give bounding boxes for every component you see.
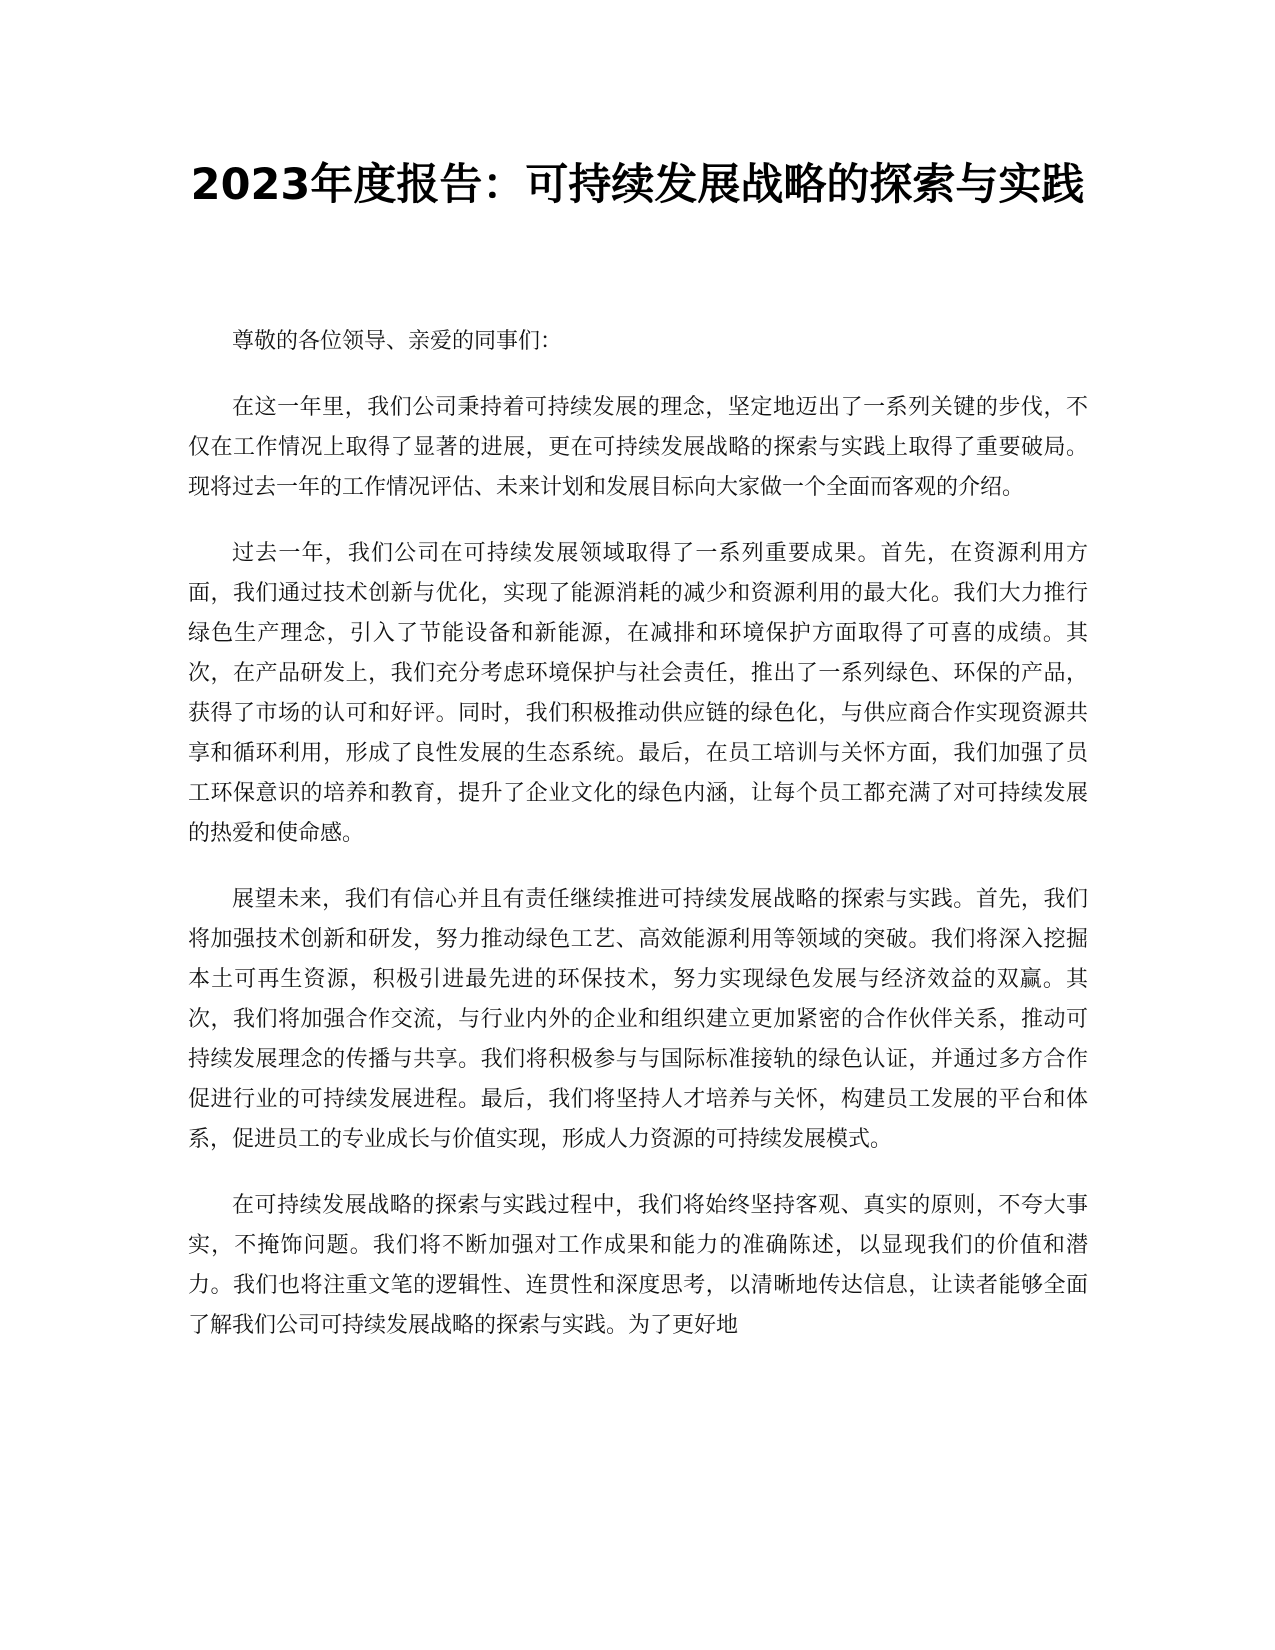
document-title: 2023年度报告：可持续发展战略的探索与实践	[190, 160, 1085, 210]
paragraph-outlook: 展望未来，我们有信心并且有责任继续推进可持续发展战略的探索与实践。首先，我们将加强技术创新和研发，努力推动绿色工艺、高效能源利用等领域的突破。我们将深入挖掘本土可再生资源，积极引进最先进的环保技术，努力实现绿色发展与经济效益的双赢。其次，我们将加强合作交流，与行业内外的企业和组织建立更加紧密的合作伙伴关系，推动可持续发展理念的传播与共享。我们将积极参与与国际标准接轨的绿色认证，并通过多方合作促进行业的可持续发展进程。最后，我们将坚持人才培养与关怀，构建员工发展的平台和体系，促进员工的专业成长与价值实现，形成人力资源的可持续发展模式。	[188, 887, 1088, 1152]
paragraph-intro: 在这一年里，我们公司秉持着可持续发展的理念，坚定地迈出了一系列关键的步伐，不仅在工作情况上取得了显著的进展，更在可持续发展战略的探索与实践上取得了重要破局。现将过去一年的工作情况评估、未来计划和发展目标向大家做一个全面而客观的介绍。	[188, 395, 1088, 500]
paragraph-achievements: 过去一年，我们公司在可持续发展领域取得了一系列重要成果。首先，在资源利用方面，我们通过技术创新与优化，实现了能源消耗的减少和资源利用的最大化。我们大力推行绿色生产理念，引入了节能设备和新能源，在减排和环境保护方面取得了可喜的成绩。其次，在产品研发上，我们充分考虑环境保护与社会责任，推出了一系列绿色、环保的产品，获得了市场的认可和好评。同时，我们积极推动供应链的绿色化，与供应商合作实现资源共享和循环利用，形成了良性发展的生态系统。最后，在员工培训与关怀方面，我们加强了员工环保意识的培养和教育，提升了企业文化的绿色内涵，让每个员工都充满了对可持续发展的热爱和使命感。	[188, 541, 1088, 846]
greeting-line: 尊敬的各位领导、亲爱的同事们：	[232, 329, 563, 354]
document-body	[188, 322, 1088, 1372]
paragraph-principles: 在可持续发展战略的探索与实践过程中，我们将始终坚持客观、真实的原则，不夸大事实，不掩饰问题。我们将不断加强对工作成果和能力的准确陈述，以显现我们的价值和潜力。我们也将注重文笔的逻辑性、连贯性和深度思考，以清晰地传达信息，让读者能够全面了解我们公司可持续发展战略的探索与实践。为了更好地	[188, 1193, 1088, 1338]
